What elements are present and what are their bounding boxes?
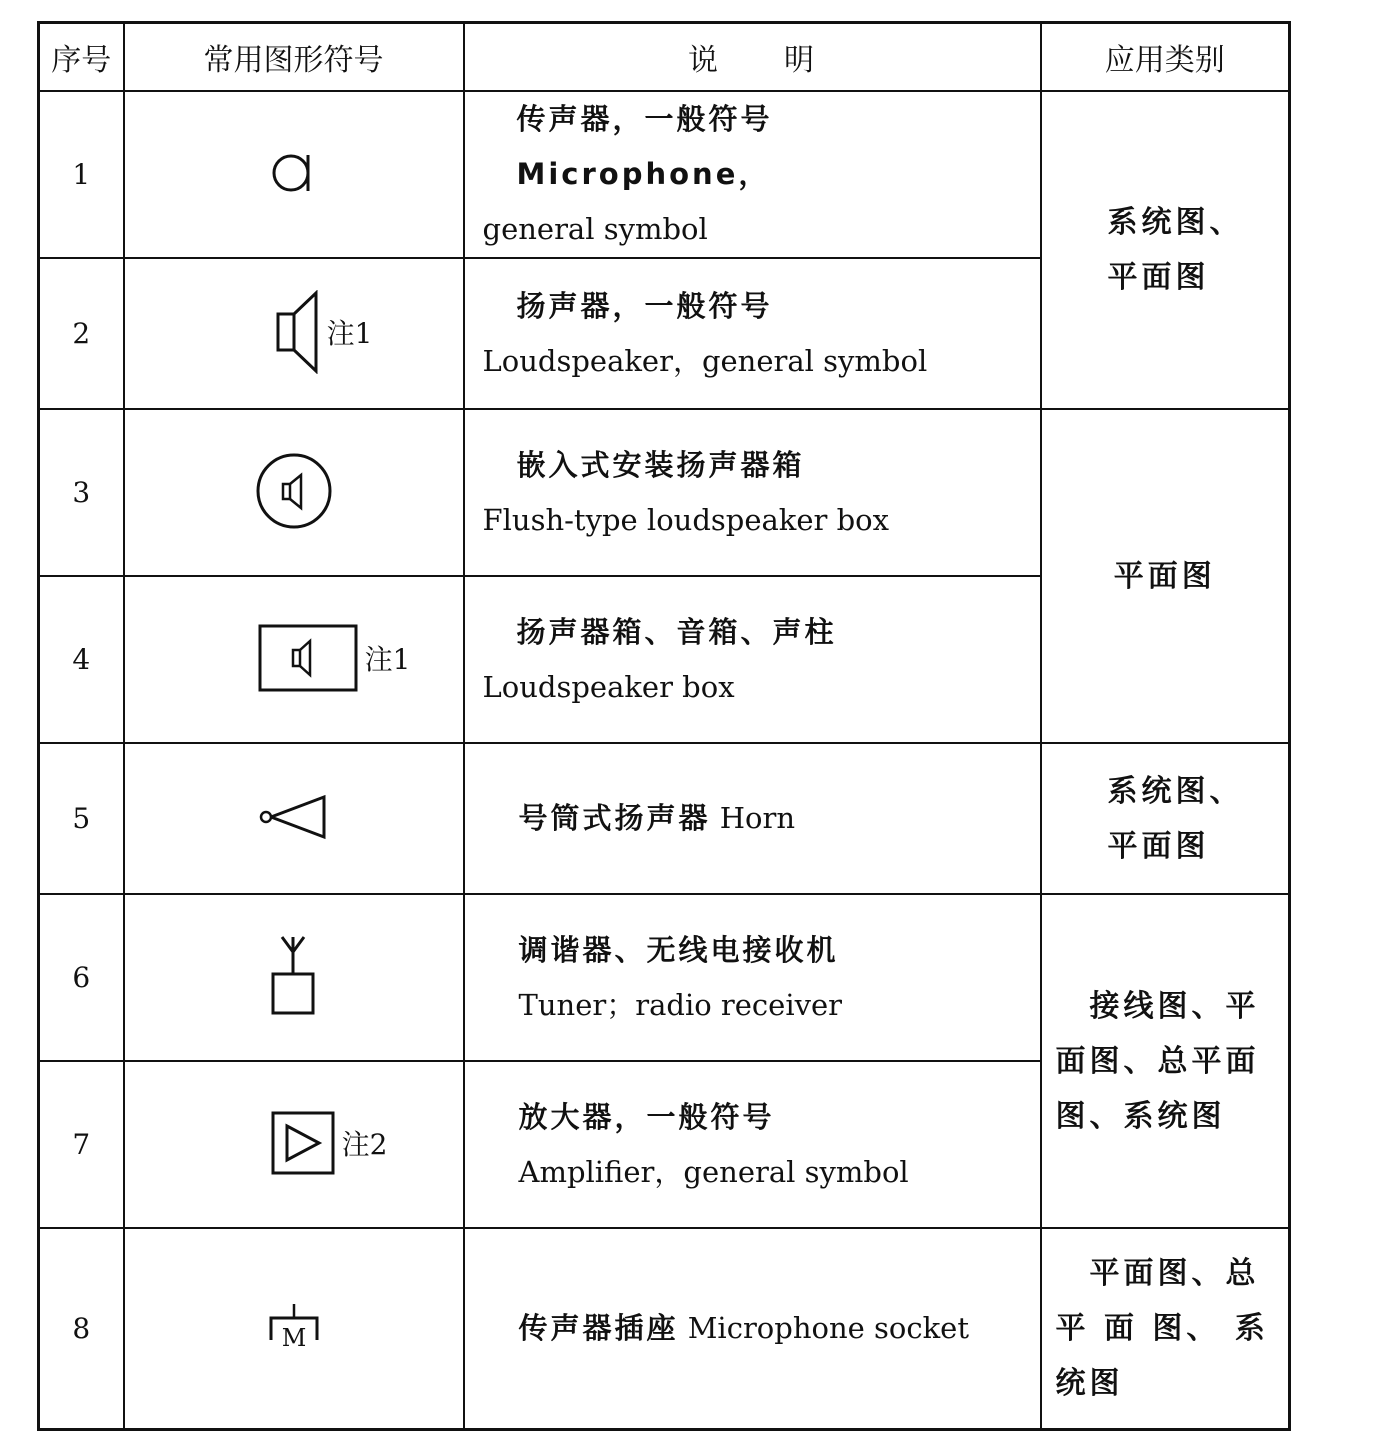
description-line <box>483 791 1032 846</box>
description-en: Horn <box>719 801 796 835</box>
description-cell <box>464 1061 1041 1228</box>
note-label: 注2 <box>341 1127 388 1161</box>
description-zh: 传声器插座 <box>518 1310 679 1345</box>
row-index: 4 <box>39 576 124 743</box>
loudspeaker-icon <box>275 290 321 374</box>
description-zh: 扬声器箱、音箱、声柱 <box>516 614 837 649</box>
description-en: Amplifier，general symbol <box>518 1154 909 1189</box>
description-en: Loudspeaker box <box>482 669 735 704</box>
flush-loudspeaker-box-icon <box>254 451 334 531</box>
table-row <box>39 1228 1290 1429</box>
symbol-cell <box>124 91 464 258</box>
description-en: Microphone socket <box>687 1310 969 1345</box>
category-cell <box>1041 894 1290 1228</box>
header-description: 说 明 <box>464 23 1041 92</box>
description-line <box>483 1301 1032 1356</box>
description-cell <box>464 91 1041 258</box>
category-line: 平面图、总 <box>1089 1255 1260 1291</box>
header-category: 应用类别 <box>1041 23 1290 92</box>
description-cell <box>464 1228 1041 1429</box>
category-cell <box>1041 409 1290 743</box>
description-en: general symbol <box>482 212 708 246</box>
category-line: 平面图 <box>1107 260 1210 295</box>
category-line: 平面图 <box>1107 828 1210 864</box>
description-cell <box>464 894 1041 1061</box>
symbol-cell <box>124 743 464 894</box>
description-en: Flush-type loudspeaker box <box>482 502 889 537</box>
table-row <box>39 894 1290 1061</box>
microphone-socket-icon <box>267 1302 321 1350</box>
category-line: 图、系统图 <box>1055 1098 1226 1134</box>
row-index: 8 <box>39 1228 124 1429</box>
table-row <box>39 743 1290 894</box>
row-index: 1 <box>39 91 124 258</box>
amplifier-icon <box>270 1110 336 1176</box>
description-zh: 调谐器、无线电接收机 <box>518 932 839 967</box>
symbol-cell <box>124 576 464 743</box>
loudspeaker-box-icon <box>257 623 359 693</box>
description-zh: 放大器，一般符号 <box>518 1099 775 1134</box>
description-cell <box>464 258 1041 409</box>
row-index: 6 <box>39 894 124 1061</box>
row-index: 5 <box>39 743 124 894</box>
description-zh: 嵌入式安装扬声器箱 <box>516 447 805 482</box>
category-cell <box>1041 1228 1290 1429</box>
category-line: 平面图 <box>1113 558 1216 594</box>
category-line: 系统图、 <box>1107 205 1244 240</box>
category-cell <box>1041 743 1290 894</box>
symbol-cell <box>124 1061 464 1228</box>
header-index: 序号 <box>39 23 124 92</box>
table-row <box>39 91 1290 258</box>
description-cell <box>464 409 1041 576</box>
header-symbol: 常用图形符号 <box>124 23 464 92</box>
description-cell <box>464 576 1041 743</box>
description-cell <box>464 743 1041 894</box>
category-cell <box>1041 91 1290 409</box>
note-label: 注1 <box>364 642 411 676</box>
symbol-cell <box>124 1228 464 1429</box>
symbol-table <box>37 21 1291 1431</box>
symbol-cell <box>124 894 464 1061</box>
microphone-icon <box>269 151 319 195</box>
row-index: 7 <box>39 1061 124 1228</box>
description-zh: 传声器，一般符号 Microphone， <box>516 102 773 191</box>
table-row <box>39 409 1290 576</box>
row-index: 3 <box>39 409 124 576</box>
note-label: 注1 <box>326 316 373 350</box>
symbol-cell <box>124 258 464 409</box>
category-line: 统图 <box>1055 1365 1124 1401</box>
description-zh: 号筒式扬声器 <box>518 801 711 835</box>
description-zh: 扬声器，一般符号 <box>516 288 773 323</box>
category-line: 面图、总平面 <box>1055 1043 1260 1079</box>
tuner-antenna-icon <box>269 934 319 1018</box>
socket-letter: M <box>281 1324 306 1351</box>
horn-icon <box>258 793 330 841</box>
header-row <box>39 23 1290 92</box>
description-en: Loudspeaker，general symbol <box>482 343 928 378</box>
category-line: 平 面 图、 系 <box>1055 1310 1269 1346</box>
row-index: 2 <box>39 258 124 409</box>
category-line: 接线图、平 <box>1089 988 1260 1024</box>
category-line: 系统图、 <box>1107 773 1244 809</box>
symbol-cell <box>124 409 464 576</box>
description-en: Tuner；radio receiver <box>518 987 843 1022</box>
